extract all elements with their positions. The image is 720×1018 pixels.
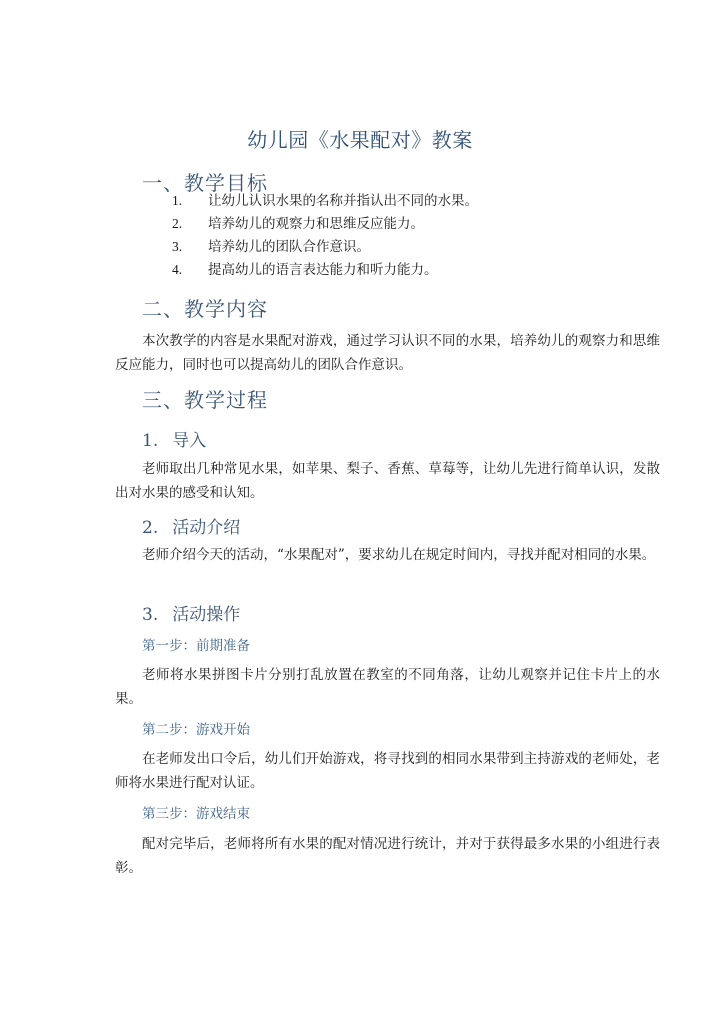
activity-intro-paragraph: 老师介绍今天的活动，“水果配对”，要求幼儿在规定时间内，寻找并配对相同的水果。: [142, 547, 656, 563]
subheading-activity-intro: 2. 活动介绍: [142, 518, 241, 538]
section-heading-process: 三、教学过程: [142, 388, 268, 412]
step3-heading: 第三步：游戏结束: [142, 806, 250, 822]
list-item: 2. 培养幼儿的观察力和思维反应能力。: [172, 216, 424, 232]
list-item: 3. 培养幼儿的团队合作意识。: [172, 239, 370, 255]
step1-heading: 第一步：前期准备: [142, 638, 250, 654]
list-item: 4. 提高幼儿的语言表达能力和听力能力。: [172, 262, 438, 278]
list-item: 1. 让幼儿认识水果的名称并指认出不同的水果。: [172, 193, 478, 209]
section-heading-content: 二、教学内容: [142, 297, 268, 321]
step2-paragraph: 在老师发出口令后，幼儿们开始游戏，将寻找到的相同水果带到主持游戏的老师处，老师将水果进行配对认证。: [115, 751, 660, 791]
step3-paragraph: 配对完毕后，老师将所有水果的配对情况进行统计，并对于获得最多水果的小组进行表彰。: [115, 836, 660, 876]
section-heading-goals: 一、教学目标: [142, 171, 268, 195]
intro-paragraph: 老师取出几种常见水果，如苹果、梨子、香蕉、草莓等，让幼儿先进行简单认识，发散出对水果的感受和认知。: [115, 461, 660, 501]
step2-heading: 第二步：游戏开始: [142, 722, 250, 738]
subheading-activity-operation: 3. 活动操作: [142, 605, 241, 625]
goals-list: [172, 189, 478, 281]
subheading-intro: 1. 导入: [142, 431, 207, 451]
document-title: 幼儿园《水果配对》教案: [247, 128, 473, 152]
step1-paragraph: 老师将水果拼图卡片分别打乱放置在教室的不同角落，让幼儿观察并记住卡片上的水果。: [115, 667, 660, 707]
content-paragraph: 本次教学的内容是水果配对游戏，通过学习认识不同的水果，培养幼儿的观察力和思维反应能力，同时也可以提高幼儿的团队合作意识。: [115, 333, 660, 373]
